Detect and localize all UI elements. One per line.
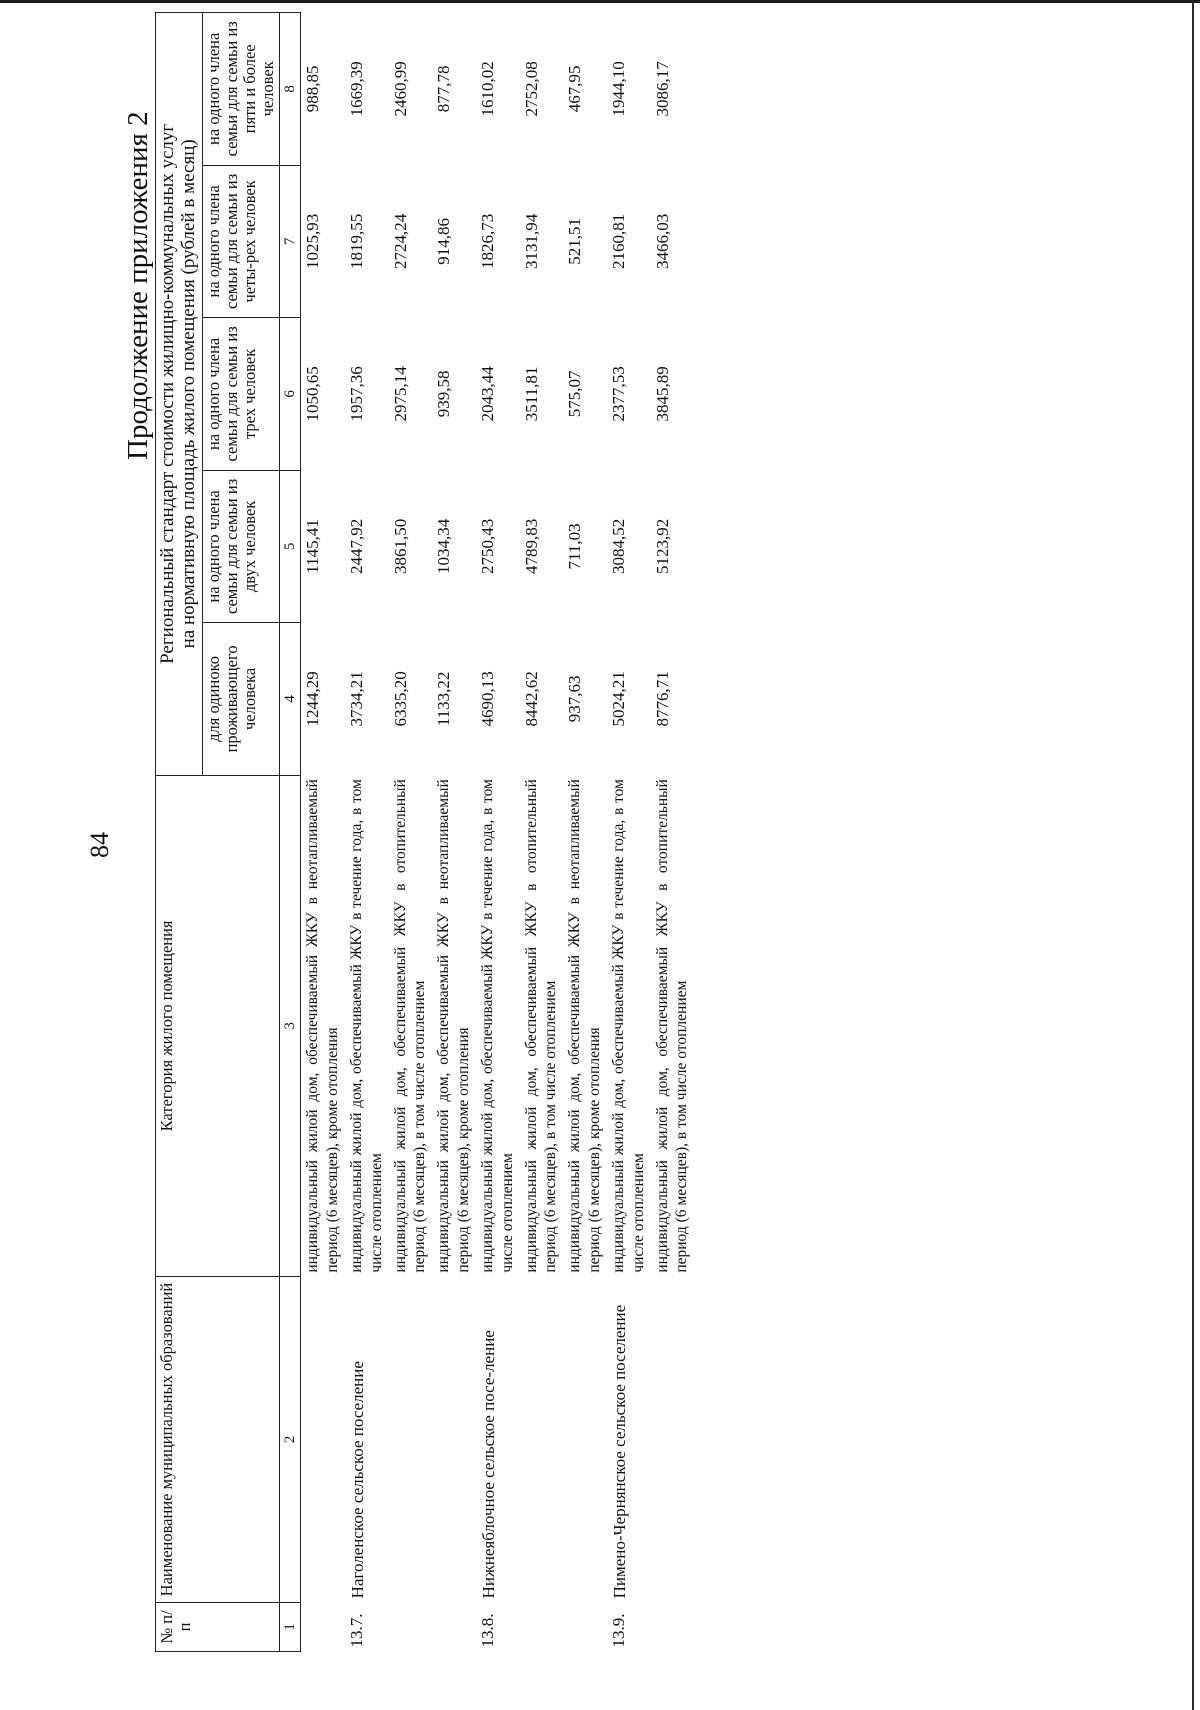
column-number: 7 [280,165,301,318]
value-family-3: 2377,53 [608,366,628,422]
housing-category: индивидуальный жилой дом, обеспечиваемый ЖКУ в течение года, в том числе отоплением [478,779,516,1273]
header-group-line2: на нормативную площадь жилого помещения (рублей в месяц) [177,139,199,649]
municipality-name [389,1277,433,1603]
header-num: № п/п [156,1602,280,1651]
header-col6: на одного члена семьи для семьи из трех человек [202,318,280,471]
housing-category: индивидуальный жилой дом, обеспечиваемый ЖКУ в отопительный период (6 месяцев), в том числе отоплением [391,779,429,1273]
header-col4: для одиноко проживающего человека [202,623,280,776]
column-number: 6 [280,318,301,471]
header-group-line1: Региональный стандарт стоимости жилищно-коммунальных услуг [157,123,178,664]
table-row [476,13,520,1652]
row-number [301,1602,345,1651]
value-family-3: 1050,65 [303,366,323,422]
value-family-5plus: 2460,99 [390,61,410,117]
value-family-4: 2160,81 [608,213,628,269]
value-single: 1244,29 [303,671,323,727]
municipality-name [651,1277,695,1603]
housing-category: индивидуальный жилой дом, обеспечиваемый ЖКУ в отопительный период (6 месяцев), в том числе отоплением [522,779,560,1273]
value-single: 6335,20 [390,671,410,727]
value-family-5plus: 877,78 [434,65,454,113]
value-family-4: 1025,93 [303,213,323,269]
table-row [607,13,651,1652]
value-family-5plus: 467,95 [565,65,585,113]
row-number [651,1602,695,1651]
value-family-5plus: 988,85 [303,65,323,113]
row-number [563,1602,607,1651]
value-family-2: 1145,41 [303,519,323,574]
value-single: 3734,21 [347,671,366,727]
value-single: 8776,71 [652,671,672,727]
column-number: 3 [280,775,301,1277]
housing-category: индивидуальный жилой дом, обеспечиваемый ЖКУ в течение года, в том числе отоплением [609,779,647,1273]
municipality-name: Наголенское сельское поселение [348,1361,367,1599]
header-col5: на одного члена семьи для семьи из двух человек [202,470,280,623]
municipality-name [563,1277,607,1603]
value-family-4: 3466,03 [652,213,672,269]
table-row [520,13,564,1652]
row-number: 13.9. [608,1613,628,1648]
value-family-3: 2975,14 [390,366,410,422]
value-family-3: 575,07 [565,370,585,418]
table-body [301,13,694,1652]
value-family-2: 5123,92 [652,518,672,575]
value-family-3: 2043,44 [477,366,497,422]
value-family-4: 521,51 [565,218,585,265]
value-single: 1133,22 [434,671,454,727]
row-number [432,1602,476,1651]
header-col8: на одного члена семьи для семьи из пяти и более человек [202,13,280,166]
value-family-5plus: 3086,17 [652,61,672,117]
municipality-name [520,1277,564,1603]
column-number-row [280,13,301,1652]
municipality-name [432,1277,476,1603]
value-family-4: 1826,73 [477,213,497,269]
value-family-4: 3131,94 [521,213,541,269]
header-row-top [156,13,203,1652]
page-number: 84 [85,832,114,858]
housing-category: индивидуальный жилой дом, обеспечиваемый ЖКУ в неотапливаемый период (6 месяцев), кроме отопления [304,779,342,1273]
table-row [432,13,476,1652]
housing-category: индивидуальный жилой дом, обеспечиваемый ЖКУ в течение года, в том числе отоплением [348,779,385,1273]
column-number: 2 [280,1277,301,1603]
housing-category: индивидуальный жилой дом, обеспечиваемый ЖКУ в неотапливаемый период (6 месяцев), кроме отопления [435,779,473,1273]
row-number: 13.7. [347,1613,366,1648]
row-number: 13.8. [477,1613,497,1648]
housing-category: индивидуальный жилой дом, обеспечиваемый ЖКУ в неотапливаемый период (6 месяцев), кроме отопления [566,779,604,1273]
value-family-4: 1819,55 [347,213,366,269]
table-row [389,13,433,1652]
row-number [520,1602,564,1651]
value-single: 4690,13 [477,671,497,727]
value-family-5plus: 1944,10 [608,61,628,117]
value-family-2: 2750,43 [477,518,497,575]
value-family-3: 939,58 [434,370,454,418]
housing-category: индивидуальный жилой дом, обеспечиваемый ЖКУ в отопительный период (6 месяцев), в том числе отоплением [653,779,691,1273]
value-family-3: 3845,89 [652,366,672,422]
header-col7: на одного члена семьи для семьи из четы-рех человек [202,165,280,318]
municipality-name: Пимено-Чернянское сельское поселение [609,1304,629,1599]
value-single: 5024,21 [608,671,628,727]
value-family-4: 914,86 [434,218,454,265]
header-name: Наименование муниципальных образований [156,1277,280,1603]
row-number [389,1602,433,1651]
table-row [563,13,607,1652]
column-number: 1 [280,1602,301,1651]
value-family-2: 2447,92 [347,518,366,575]
value-family-5plus: 1669,39 [347,61,366,117]
value-family-2: 711,03 [565,523,585,570]
municipality-name [301,1277,345,1603]
value-family-3: 3511,81 [521,366,541,422]
table-row [345,13,389,1652]
value-family-3: 1957,36 [347,366,366,422]
value-family-5plus: 1610,02 [477,61,497,117]
table-header [156,13,301,1652]
appendix-title: Продолжение приложения 2 [122,111,154,460]
header-category: Категория жилого помещения [156,775,280,1277]
value-single: 937,63 [565,675,585,723]
column-number: 4 [280,623,301,776]
value-family-4: 2724,24 [390,213,410,269]
value-family-2: 4789,83 [521,518,541,575]
municipality-name: Нижнеяблочное сельское посе-ление [478,1330,498,1599]
value-family-2: 3861,50 [390,518,410,575]
table-row [651,13,695,1652]
housing-cost-table [155,12,694,1652]
table-row [301,13,345,1652]
value-single: 8442,62 [521,671,541,727]
column-number: 5 [280,470,301,623]
header-group [156,13,203,776]
value-family-2: 3084,52 [608,518,628,575]
column-number: 8 [280,13,301,166]
value-family-5plus: 2752,08 [521,61,541,117]
value-family-2: 1034,34 [434,518,454,575]
